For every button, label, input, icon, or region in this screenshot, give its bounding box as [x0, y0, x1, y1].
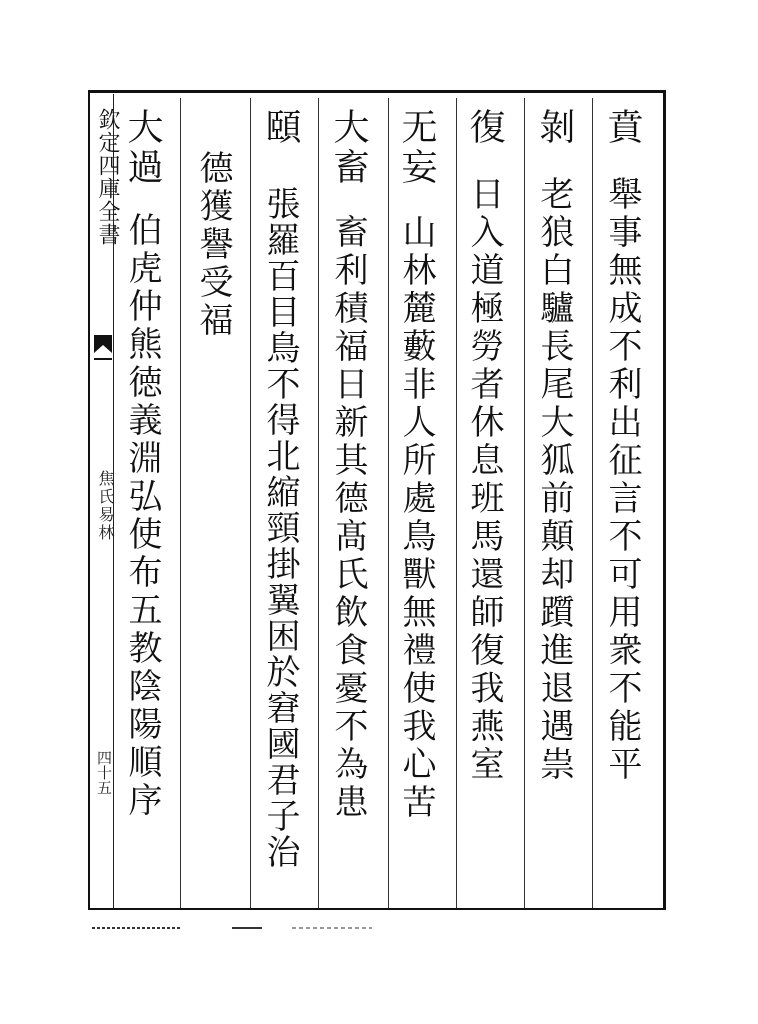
text-column — [260, 108, 301, 870]
page-border — [88, 90, 666, 910]
verse-text: 畜利積福日新其德髙氏飲食憂不為患 — [328, 214, 368, 822]
text-column — [464, 108, 505, 784]
bottom-border-ornament — [92, 924, 372, 932]
verse-text: 山林麓藪非人所處鳥獸無禮使我心苦 — [396, 214, 436, 822]
verse-text: 舉事無成不利出征言不可用衆不能平 — [602, 176, 642, 784]
verse-text: 老狼白驢長尾大狐前顛却躓進退遇祟 — [534, 176, 574, 784]
hexagram-name: 賁 — [602, 108, 643, 148]
hexagram-name: 大畜 — [328, 108, 369, 188]
hexagram-name: 大過 — [122, 108, 163, 188]
text-column — [602, 108, 643, 784]
text-column — [396, 108, 437, 822]
verse-text: 伯虎仲熊徳義淵弘使布五教陰陽順序 — [122, 212, 162, 820]
verse-text: 日入道極勞者休息班馬還師復我燕室 — [464, 176, 504, 784]
text-column — [328, 108, 369, 822]
column-rule — [318, 98, 319, 908]
column-rule — [388, 98, 389, 908]
book-title: 焦氏易林 — [96, 470, 115, 542]
hexagram-name: 剝 — [534, 108, 575, 148]
page-number: 四十五 — [95, 750, 113, 795]
column-rule — [524, 98, 525, 908]
collection-title: 欽定四庫全書 — [95, 108, 120, 246]
fishtail-mark-icon — [94, 335, 112, 363]
text-column — [193, 150, 233, 340]
column-rule — [456, 98, 457, 908]
column-rule — [250, 98, 251, 908]
verse-text: 張羅百目鳥不得北縮頸掛翼困於窘國君子治 — [260, 186, 300, 870]
hexagram-name: 无妄 — [396, 108, 437, 188]
hexagram-name: 復 — [464, 108, 505, 148]
text-column — [122, 108, 163, 820]
column-rule — [592, 98, 593, 908]
text-column — [534, 108, 575, 784]
hexagram-name: 頤 — [260, 108, 301, 146]
column-rule — [180, 98, 181, 908]
verse-text: 德獲譽受福 — [193, 150, 233, 340]
